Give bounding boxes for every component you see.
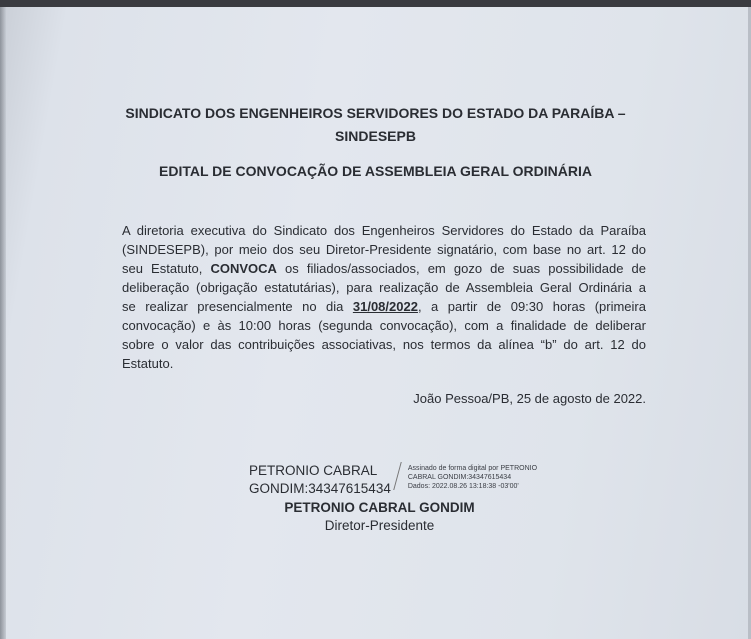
place-and-date: João Pessoa/PB, 25 de agosto de 2022. xyxy=(413,391,646,406)
body-line xyxy=(122,240,646,259)
text: os filiados/associados, em gozo de suas possibilidade de xyxy=(285,261,646,276)
text: GONDIM:34347615434 xyxy=(249,481,391,496)
document-title-line2: SINDESEPB xyxy=(335,128,416,144)
text: CABRAL GONDIM:34347615434 xyxy=(407,474,512,481)
text: se realizar presencialmente no dia xyxy=(122,299,344,314)
text: Assinado de forma digital por PETRONIO xyxy=(407,465,538,472)
body-line xyxy=(122,316,646,335)
signer-name: PETRONIO CABRAL GONDIM xyxy=(284,500,475,515)
text: A diretoria executiva do Sindicato dos Engenheiros Servidores do Estado da Paraíba xyxy=(122,223,646,238)
body-line xyxy=(122,354,646,373)
digital-signature-info xyxy=(408,462,537,491)
body-paragraph xyxy=(122,221,646,373)
assembly-date: 31/08/2022 xyxy=(352,299,418,314)
text: deliberação (obrigação estatutárias), para realização de Assembleia Geral Ordinária a xyxy=(122,280,646,295)
photo-top-border xyxy=(0,0,751,7)
text: sobre o valor das contribuições associativas, nos termos da alínea “b” do art. 12 do xyxy=(122,337,646,352)
text: Dados: 2022.08.26 13:18:38 -03'00' xyxy=(407,483,519,490)
body-line xyxy=(122,221,646,240)
text: Estatuto. xyxy=(122,356,174,371)
document-subtitle: EDITAL DE CONVOCAÇÃO DE ASSEMBLEIA GERAL ORDINÁRIA xyxy=(159,163,592,179)
signature-block xyxy=(249,462,537,498)
convoca-keyword: CONVOCA xyxy=(210,261,277,276)
signer-role: Diretor-Presidente xyxy=(324,518,435,533)
text: , a partir de 09:30 horas (primeira xyxy=(417,299,646,314)
text: (SINDESEPB), por meio dos seu Diretor-Presidente signatário, com base no art. 12 do xyxy=(122,242,646,257)
body-line xyxy=(122,297,646,316)
body-line xyxy=(122,278,646,297)
text: PETRONIO CABRAL xyxy=(249,463,378,478)
body-line xyxy=(122,335,646,354)
text: seu Estatuto, xyxy=(122,261,203,276)
text: convocação) e às 10:00 horas (segunda convocação), com a finalidade de deliberar xyxy=(122,318,646,333)
photo-left-edge xyxy=(0,7,6,639)
document-title-line1: SINDICATO DOS ENGENHEIROS SERVIDORES DO ESTADO DA PARAÍBA – xyxy=(125,105,626,121)
signer-certificate-name xyxy=(249,462,391,498)
body-line xyxy=(122,259,646,278)
